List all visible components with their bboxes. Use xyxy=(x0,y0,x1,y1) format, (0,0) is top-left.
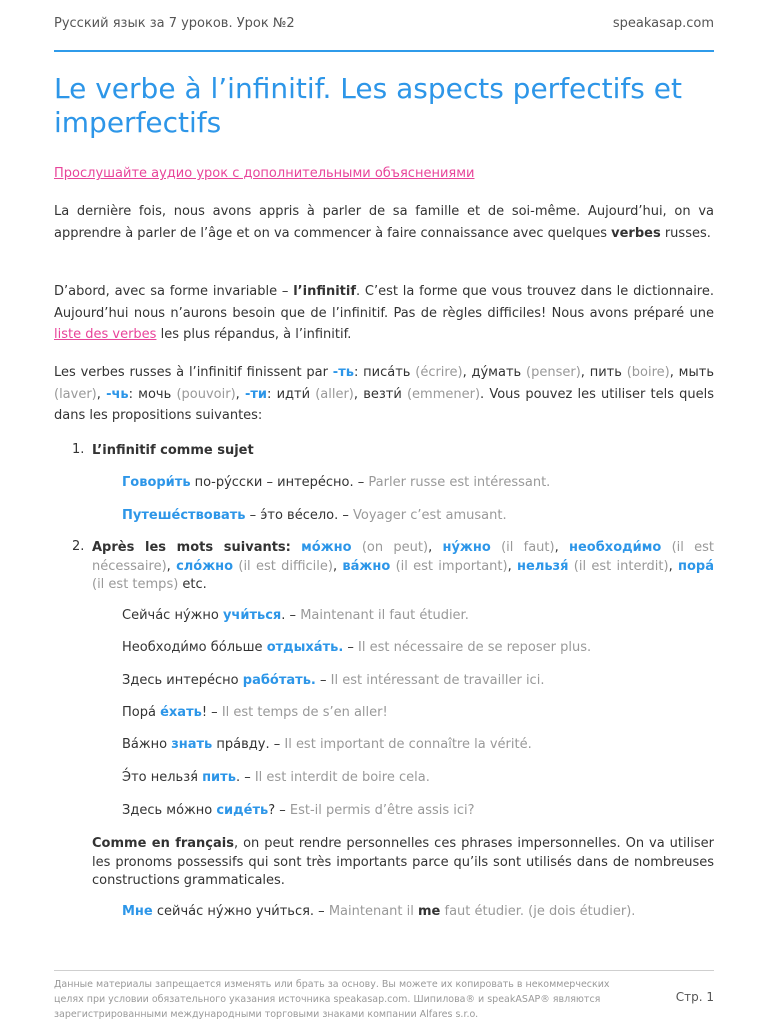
endings-text: , мыть xyxy=(669,365,714,380)
example-translation: Parler russe est intéressant. xyxy=(368,475,551,490)
translation: (il faut) xyxy=(501,540,555,555)
infinitive-paragraph xyxy=(54,281,714,346)
endings-text: : писа́ть xyxy=(353,365,416,380)
endings-text: , ду́мать xyxy=(462,365,527,380)
example-sentence xyxy=(122,608,469,623)
footer-disclaimer: Данные материалы запрещается изменять или брать за основу. Вы можете их копировать в некоммерческих целях при условии обязательного указания источника speakasap.com. Шипилова® и speakASAP® являются зарегистрированными международными торговыми знаками компании Alfares s.r.o. xyxy=(54,979,610,1020)
example-sentence xyxy=(122,770,430,785)
translation: (on peut) xyxy=(361,540,429,555)
example-translation: Il est intéressant de travailler ici. xyxy=(330,673,545,688)
translation: (emmener) xyxy=(406,386,481,402)
header-divider xyxy=(54,50,714,52)
example-russian: ! – xyxy=(201,705,222,720)
example-verb: е́хать xyxy=(160,705,202,720)
endings-text: : идти́ xyxy=(267,386,316,402)
translation: (il est interdit) xyxy=(573,558,669,574)
example-translation: Il est nécessaire de se reposer plus. xyxy=(358,640,592,655)
keyword: нельзя́ xyxy=(517,558,569,574)
translation: (il est temps) xyxy=(92,577,179,592)
example-russian: Здесь мо́жно xyxy=(122,803,217,818)
example-translation-bold: me xyxy=(418,904,441,919)
endings-text: , xyxy=(235,386,245,402)
endings-text: : мочь xyxy=(128,386,177,402)
item-paragraph: Après les mots suivants: мо́жно (on peut), ну́жно (il faut), необходи́мо (il est nécessaire), сло́жно (il est difficile), ва́жно (il est important), нельзя́ (il est interdit), пора́ (il est temps) etc. xyxy=(92,540,715,592)
keyword: необходи́мо xyxy=(569,540,662,555)
example-russian: пра́вду. – xyxy=(212,737,285,752)
example-verb: сиде́ть xyxy=(216,803,269,818)
footer-divider xyxy=(54,970,714,971)
example-verb: отдыха́ть. xyxy=(266,640,344,655)
inf-text-1: D’abord, avec sa forme invariable – xyxy=(54,284,294,299)
example-russian: ? – xyxy=(268,803,290,818)
example-sentence xyxy=(122,508,507,523)
example-sentence xyxy=(122,904,635,919)
example-verb: учи́ться xyxy=(222,608,282,623)
page-header xyxy=(54,16,714,36)
endings-paragraph xyxy=(54,362,714,427)
example-verb: Путеше́ствовать xyxy=(122,508,246,523)
keyword: сло́жно xyxy=(176,558,234,574)
endings-text: , пить xyxy=(580,365,627,380)
list-number: 1. xyxy=(72,442,85,457)
translation: (il est nécessaire) xyxy=(92,540,715,574)
example-verb: знать xyxy=(171,737,213,752)
audio-lesson-link[interactable]: Прослушайте аудио урок с дополнительными объяснениями xyxy=(54,166,475,181)
intro-paragraph xyxy=(54,201,714,244)
example-sentence xyxy=(122,640,591,655)
comme-bold: Comme en français xyxy=(92,836,234,851)
example-pronoun: Мне xyxy=(122,904,153,919)
example-translation: Est-il permis d’être assis ici? xyxy=(289,803,475,818)
example-russian: Ва́жно xyxy=(122,737,172,752)
example-russian: Здесь интере́сно xyxy=(122,673,243,688)
comme-paragraph xyxy=(92,835,714,891)
translation: (laver) xyxy=(54,386,97,402)
example-russian: Э́то нельзя́ xyxy=(122,770,203,785)
example-verb: Говори́ть xyxy=(122,475,191,490)
ending-t: -ть xyxy=(332,365,354,380)
etc-text: etc. xyxy=(178,577,207,592)
translation: (boire) xyxy=(626,365,670,380)
example-russian: – э́то ве́село. – xyxy=(245,508,354,523)
list-number: 2. xyxy=(72,539,85,554)
keyword: ну́жно xyxy=(442,540,491,555)
example-translation: Il est temps de s’en aller! xyxy=(221,705,388,720)
example-translation: Maintenant il faut étudier. xyxy=(300,608,469,623)
item-heading: Après les mots suivants: xyxy=(92,540,291,555)
example-russian: сейча́с ну́жно учи́ться. – xyxy=(152,904,329,919)
page-number: Стр. 1 xyxy=(675,990,714,1004)
ending-ch: -чь xyxy=(106,386,129,402)
example-translation: Il est interdit de boire cela. xyxy=(254,770,430,785)
course-title: Русский язык за 7 уроков. Урок №2 xyxy=(54,16,295,31)
example-russian: – xyxy=(343,640,359,655)
example-translation: Maintenant il xyxy=(328,904,418,919)
endings-text: . Vous pouvez les utiliser tels quels dans les propositions suivantes: xyxy=(54,386,715,423)
example-verb: рабо́тать. xyxy=(242,673,316,688)
inf-bold: l’infinitif xyxy=(293,284,356,299)
example-russian: Пора́ xyxy=(122,705,161,720)
example-sentence xyxy=(122,475,550,490)
ending-ti: -ти xyxy=(244,386,268,402)
item-heading: L’infinitif comme sujet xyxy=(92,443,254,458)
endings-text: , xyxy=(96,386,107,402)
example-russian: по-ру́сски – интере́сно. – xyxy=(190,475,369,490)
example-translation: faut étudier. (je dois étudier). xyxy=(440,904,636,919)
endings-text: , везти́ xyxy=(353,386,407,402)
translation: (il est important) xyxy=(395,558,508,574)
inf-text-2: . C’est la forme que vous trouvez dans le dictionnaire. Aujourd’hui nous n’aurons besoin que de l’infinitif. Pas de règles difficiles! Nous avons préparé une xyxy=(54,284,714,321)
translation: (il est difficile) xyxy=(238,558,333,574)
keyword: пора́ xyxy=(678,558,715,574)
example-sentence xyxy=(122,803,475,818)
intro-end: russes. xyxy=(660,225,711,241)
translation: (penser) xyxy=(526,365,581,380)
translation: (aller) xyxy=(315,386,354,402)
example-sentence xyxy=(122,737,532,752)
keyword: ва́жно xyxy=(342,558,391,574)
example-russian: – xyxy=(315,673,331,688)
intro-bold: verbes xyxy=(611,225,661,241)
keyword: мо́жно xyxy=(301,540,352,555)
example-russian: . – xyxy=(235,770,255,785)
translation: (pouvoir) xyxy=(176,386,236,402)
intro-text: La dernière fois, nous avons appris à parler de sa famille et de soi-même. Aujourd’hui, on va apprendre à parler de l’âge et on va commencer à faire connaissance avec quelques xyxy=(54,204,714,241)
translation: (écrire) xyxy=(415,365,463,380)
example-russian: Сейча́с ну́жно xyxy=(122,608,223,623)
document-page xyxy=(54,0,714,1024)
example-russian: Необходи́мо бо́льше xyxy=(122,640,267,655)
example-sentence xyxy=(122,705,388,720)
example-translation: Il est important de connaître la vérité. xyxy=(284,737,532,752)
verb-list-link[interactable]: liste des verbes xyxy=(54,327,157,342)
example-verb: пить xyxy=(202,770,236,785)
comme-text: , on peut rendre personnelles ces phrases impersonnelles. On va utiliser les pronoms possessifs qui sont très importants parce qu’ils sont utilisés dans de nombreuses constructions grammaticales. xyxy=(92,836,714,888)
site-name[interactable]: speakasap.com xyxy=(612,16,714,31)
inf-text-3: les plus répandus, à l’infinitif. xyxy=(156,327,352,342)
example-translation: Voyager c’est amusant. xyxy=(353,508,507,523)
lesson-title: Le verbe à l’infinitif. Les aspects perfectifs et imperfectifs xyxy=(54,72,682,139)
example-sentence xyxy=(122,673,544,688)
endings-text: Les verbes russes à l’infinitif finissent par xyxy=(54,365,333,380)
example-russian: . – xyxy=(281,608,301,623)
